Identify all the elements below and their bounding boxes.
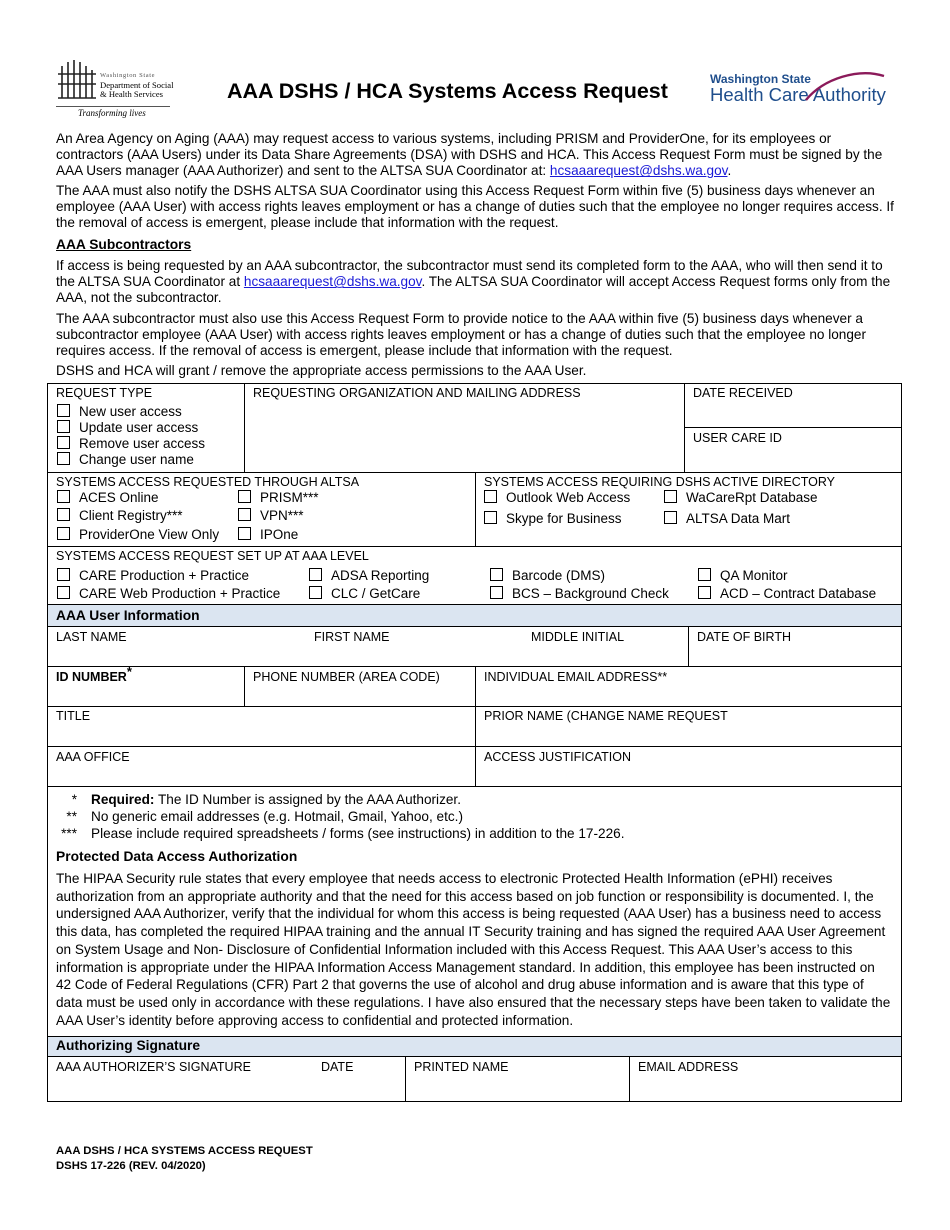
request-type-label-text: Update user access: [79, 420, 199, 435]
access-justification-field[interactable]: [481, 766, 896, 784]
option-label: Outlook Web Access: [506, 490, 631, 505]
signature-date-label: DATE: [321, 1060, 354, 1074]
request-type-remove-user[interactable]: [57, 436, 205, 452]
option-label: PRISM***: [260, 490, 319, 505]
user-info-heading: AAA User Information: [56, 608, 200, 623]
ad-outlook-web-access[interactable]: [484, 490, 630, 506]
aaa-level-systems-label: SYSTEMS ACCESS REQUEST SET UP AT AAA LEVEL: [56, 549, 369, 563]
note-text: [91, 792, 461, 808]
hca-logo-line-1: Washington State: [710, 72, 811, 86]
altsa-systems-label: SYSTEMS ACCESS REQUESTED THROUGH ALTSA: [56, 475, 360, 489]
first-name-label: FIRST NAME: [314, 630, 390, 644]
id-number-label: [56, 663, 132, 684]
note-text: Please include required spreadsheets / forms (see instructions) in addition to the 17-226.: [91, 826, 625, 841]
phone-number-label: PHONE NUMBER (AREA CODE): [253, 670, 440, 684]
phone-number-field[interactable]: [250, 686, 470, 704]
hca-logo: [708, 70, 888, 110]
required-mark: *: [126, 663, 132, 679]
aaa-office-label: AAA OFFICE: [56, 750, 130, 764]
hca-logo-line-2: Health Care Authority: [710, 84, 886, 105]
grant-remove-note: DSHS and HCA will grant / remove the appropriate access permissions to the AAA User.: [56, 363, 587, 378]
note-text: No generic email addresses (e.g. Hotmail, Gmail, Yahoo, etc.): [91, 809, 463, 824]
access-justification-label: ACCESS JUSTIFICATION: [484, 750, 632, 764]
prior-name-label: PRIOR NAME (CHANGE NAME REQUEST: [484, 709, 728, 723]
checkbox-icon[interactable]: [57, 452, 70, 465]
date-received-label: DATE RECEIVED: [693, 386, 793, 400]
id-number-field[interactable]: [52, 686, 240, 704]
option-label: ADSA Reporting: [331, 568, 430, 583]
pdaa-heading: Protected Data Access Authorization: [56, 849, 298, 864]
checkbox-icon[interactable]: [57, 490, 70, 503]
subcontractor-paragraph-2: The AAA subcontractor must also use this Access Request Form to provide notice to the AAA within five (5) business days whenever a subcontractor employee (AAA User) with access rights leaves employment or has a change of duties such that the employee no longer requires access. If the removal of access is emergent, please include that information with the request.: [56, 311, 867, 359]
checkbox-icon[interactable]: [57, 508, 70, 521]
aaa-care-web-production[interactable]: [57, 586, 280, 602]
note-mark: ***: [61, 826, 77, 841]
dshs-logo-line-1: Washington State: [100, 72, 156, 79]
requesting-org-label: REQUESTING ORGANIZATION AND MAILING ADDRESS: [253, 386, 581, 400]
dshs-logo-line-2: Department of Social: [100, 79, 174, 90]
checkbox-icon[interactable]: [664, 490, 677, 503]
ad-systems-label: SYSTEMS ACCESS REQUIRING DSHS ACTIVE DIRECTORY: [484, 475, 836, 489]
aaa-care-production[interactable]: [57, 568, 249, 584]
aaa-acd-contract-database[interactable]: [698, 586, 876, 602]
authorizer-signature-field[interactable]: [52, 1076, 312, 1098]
aaa-clc-getcare[interactable]: [309, 586, 420, 602]
option-label: IPOne: [260, 527, 299, 542]
checkbox-icon[interactable]: [238, 508, 251, 521]
option-label: ProviderOne View Only: [79, 527, 220, 542]
checkbox-icon[interactable]: [698, 586, 711, 599]
prior-name-field[interactable]: [481, 725, 896, 743]
user-care-id-label: USER CARE ID: [693, 431, 782, 445]
intro-paragraph-1: [56, 131, 896, 180]
aaa-office-field[interactable]: [52, 766, 470, 784]
option-label: ACES Online: [79, 490, 159, 505]
authorizer-email-label: EMAIL ADDRESS: [638, 1060, 739, 1074]
printed-name-label: PRINTED NAME: [414, 1060, 509, 1074]
altsa-prism[interactable]: [238, 490, 319, 506]
option-label: ALTSA Data Mart: [686, 511, 791, 526]
first-name-field[interactable]: [310, 645, 520, 663]
page-title: AAA DSHS / HCA Systems Access Request: [227, 79, 668, 103]
checkbox-icon[interactable]: [484, 511, 497, 524]
checkbox-icon[interactable]: [57, 420, 70, 433]
note-mark: **: [66, 809, 77, 824]
printed-name-field[interactable]: [411, 1076, 624, 1098]
hca-swoosh-icon: [804, 70, 888, 106]
aaa-barcode-dms[interactable]: [490, 568, 605, 584]
intro-p1-end: .: [727, 163, 732, 179]
ad-skype-for-business[interactable]: [484, 511, 622, 527]
subcontractor-paragraph-1: [56, 258, 896, 307]
note-bold: Required:: [91, 792, 155, 807]
option-label: Client Registry***: [79, 508, 183, 523]
ad-wacarerpt-database[interactable]: [664, 490, 818, 506]
altsa-providerone[interactable]: [57, 527, 219, 543]
intro-p3-text: If access is being requested by an AAA subcontractor, the subcontractor must send its completed form to the AAA, who will then send it to the ALTSA SUA Coordinator at: [56, 258, 883, 290]
checkbox-icon[interactable]: [57, 527, 70, 540]
coordinator-email-link[interactable]: hcsaaarequest@dshs.wa.gov: [549, 163, 728, 179]
option-label: CARE Web Production + Practice: [79, 586, 281, 601]
aaa-adsa-reporting[interactable]: [309, 568, 429, 584]
authorizer-email-field[interactable]: [635, 1076, 896, 1098]
request-type-label: REQUEST TYPE: [56, 386, 153, 400]
last-name-field[interactable]: [52, 645, 302, 663]
id-number-text: ID NUMBER: [56, 670, 127, 684]
signature-heading: Authorizing Signature: [56, 1038, 201, 1053]
email-address-field[interactable]: [481, 686, 896, 704]
checkbox-icon[interactable]: [238, 527, 251, 540]
checkbox-icon[interactable]: [57, 404, 70, 417]
dshs-logo: [56, 58, 172, 122]
title-label: TITLE: [56, 709, 91, 723]
dshs-emblem-icon: [56, 58, 98, 104]
altsa-vpn[interactable]: [238, 508, 304, 524]
intro-paragraph-2: The AAA must also notify the DSHS ALTSA SUA Coordinator using this Access Request Form within five (5) business days whenever an employee (AAA User) with access rights leaves employment or has a change of duties such that the employee no longer requires access. If the removal of access is emergent, please include that information with the request.: [56, 183, 894, 231]
aaa-qa-monitor[interactable]: [698, 568, 788, 584]
request-type-label-text: Change user name: [79, 452, 194, 467]
aaa-bcs-background-check[interactable]: [490, 586, 669, 602]
checkbox-icon[interactable]: [57, 586, 70, 599]
intro-p1-text: An Area Agency on Aging (AAA) may request access to various systems, including PRISM and ProviderOne, for its employees or contractors (AAA Users) under its Data Share Agreements (DSA) with DSHS and HCA. This Access Request Form must be signed by the AAA Users manager (AAA Authorizer) and sent to the ALTSA SUA Coordinator at:: [56, 131, 883, 179]
date-received-field[interactable]: [690, 402, 896, 424]
note-mark: *: [71, 792, 77, 807]
altsa-ipone[interactable]: [238, 527, 298, 543]
option-label: CARE Production + Practice: [79, 568, 249, 583]
option-label: WaCareRpt Database: [686, 490, 818, 505]
checkbox-icon[interactable]: [238, 490, 251, 503]
footer-form-number: DSHS 17-226 (REV. 04/2020): [56, 1160, 206, 1172]
note-body: The ID Number is assigned by the AAA Authorizer.: [154, 792, 461, 807]
ad-altsa-data-mart[interactable]: [664, 511, 790, 527]
date-of-birth-label: DATE OF BIRTH: [697, 630, 791, 644]
last-name-label: LAST NAME: [56, 630, 127, 644]
option-label: ACD – Contract Database: [720, 586, 877, 601]
checkbox-icon[interactable]: [664, 511, 677, 524]
email-address-label: INDIVIDUAL EMAIL ADDRESS**: [484, 670, 668, 684]
checkbox-icon[interactable]: [698, 568, 711, 581]
dshs-logo-line-3: & Health Services: [100, 89, 164, 100]
checkbox-icon[interactable]: [490, 568, 503, 581]
checkbox-icon[interactable]: [490, 586, 503, 599]
option-label: VPN***: [260, 508, 304, 523]
checkbox-icon[interactable]: [484, 490, 497, 503]
option-label: Barcode (DMS): [512, 568, 606, 583]
subcontractor-email-link[interactable]: hcsaaarequest@dshs.wa.gov: [243, 274, 422, 290]
checkbox-icon[interactable]: [309, 568, 322, 581]
request-type-new-user[interactable]: [57, 404, 182, 420]
date-of-birth-field[interactable]: [694, 645, 896, 663]
checkbox-icon[interactable]: [57, 568, 70, 581]
option-label: QA Monitor: [720, 568, 788, 583]
checkbox-icon[interactable]: [57, 436, 70, 449]
altsa-client-registry[interactable]: [57, 508, 183, 524]
checkbox-icon[interactable]: [309, 586, 322, 599]
altsa-aces-online[interactable]: [57, 490, 159, 506]
request-type-update-user[interactable]: [57, 420, 198, 436]
user-care-id-field[interactable]: [690, 447, 896, 469]
pdaa-paragraph: The HIPAA Security rule states that every employee that needs access to electronic Protected Health Information (ePHI) receives authorization from an appropriate authority and that the need for this access based on job function or responsibility is documented. I, the undersigned AAA Authorizer, verify that the individual for whom this access is being requested (AAA User) has a business need to access this data, has completed the required HIPAA training and the annual IT Security training and has signed the required AAA User Agreement on System Usage and Non- Disclosure of Confidential Information included with this Access Request. This AAA User’s access to this information is appropriate under the HIPAA Information Access Management standard. In addition, this employee has been instructed on 42 Code of Federal Regulations (CFR) Part 2 that governs the use of alcohol and drug abuse information and is aware that this type of data must be used only in accordance with these regulations. I have also ensured that the necessary steps have been taken to validate the AAA User’s identity before approving access to confidential and protected information.: [56, 871, 891, 1028]
request-type-label-text: Remove user access: [79, 436, 206, 451]
title-field[interactable]: [52, 725, 470, 743]
dshs-logo-text: [100, 71, 174, 100]
request-type-change-name[interactable]: [57, 452, 194, 468]
option-label: BCS – Background Check: [512, 586, 669, 601]
footer-form-name: AAA DSHS / HCA SYSTEMS ACCESS REQUEST: [56, 1145, 313, 1157]
intro-p3-end: . The ALTSA SUA Coordinator will accept Access Request forms only from the AAA, not the subcontractor.: [56, 274, 891, 306]
signature-date-field[interactable]: [318, 1076, 400, 1098]
middle-initial-field[interactable]: [528, 645, 683, 663]
subcontractors-heading: AAA Subcontractors: [56, 237, 192, 252]
requesting-org-field[interactable]: [250, 402, 678, 468]
authorizer-signature-label: AAA AUTHORIZER’S SIGNATURE: [56, 1060, 251, 1074]
option-label: Skype for Business: [506, 511, 622, 526]
middle-initial-label: MIDDLE INITIAL: [531, 630, 625, 644]
option-label: CLC / GetCare: [331, 586, 421, 601]
dshs-tagline: Transforming lives: [78, 108, 146, 118]
request-type-label-text: New user access: [79, 404, 182, 419]
